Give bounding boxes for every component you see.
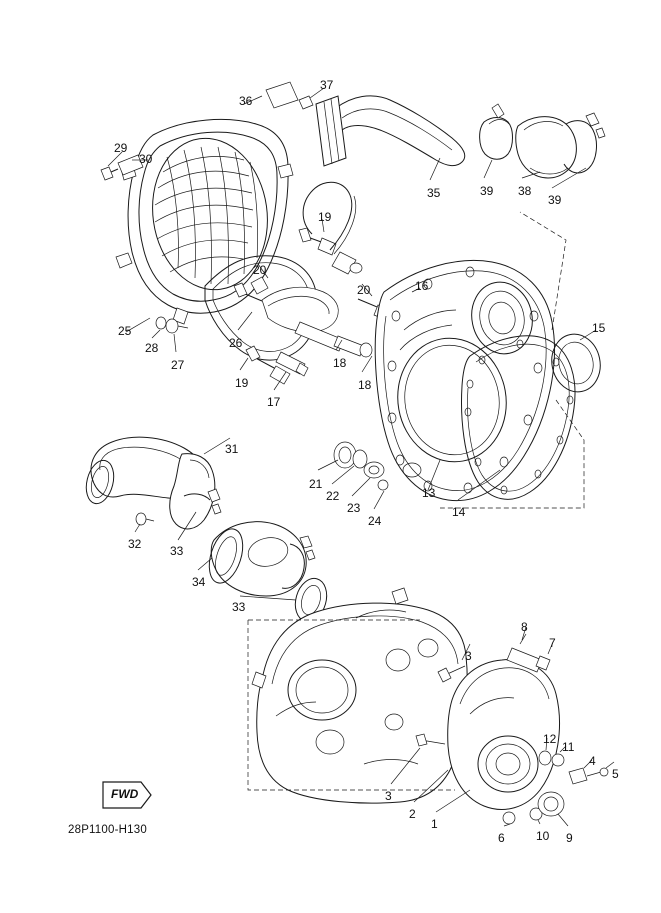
- callout-2: 2: [409, 807, 416, 821]
- callout-25: 25: [118, 324, 132, 338]
- part-34-joint: [203, 522, 331, 626]
- callout-39: 39: [480, 184, 494, 198]
- callout-4: 4: [589, 754, 596, 768]
- callout-11: 11: [562, 740, 575, 754]
- fwd-direction-marker: [99, 778, 155, 812]
- callout-12: 12: [543, 732, 557, 746]
- callout-18: 18: [333, 356, 347, 370]
- callout-29: 29: [114, 141, 128, 155]
- diagram-part-number: 28P1100-H130: [68, 824, 147, 836]
- callout-21: 21: [309, 477, 323, 491]
- callout-8: 8: [521, 620, 528, 634]
- callout-34: 34: [192, 575, 206, 589]
- part-32-bolt: [136, 513, 154, 525]
- callout-6: 6: [498, 831, 505, 845]
- callout-36: 36: [239, 94, 253, 108]
- fwd-label: FWD: [111, 787, 139, 801]
- part-38-39-clamp-group: [480, 104, 605, 178]
- callout-3: 3: [465, 649, 472, 663]
- callout-26: 26: [229, 336, 243, 350]
- callout-31: 31: [225, 442, 239, 456]
- callout-13: 13: [422, 486, 436, 500]
- callout-32: 32: [128, 537, 142, 551]
- callout-7: 7: [549, 636, 556, 650]
- callout-24: 24: [368, 514, 382, 528]
- callout-28: 28: [145, 341, 159, 355]
- callout-16: 16: [415, 279, 429, 293]
- part-19-bolt-upper: [299, 228, 336, 255]
- callout-15: 15: [592, 321, 606, 335]
- callout-35: 35: [427, 186, 441, 200]
- part-35-air-duct: [266, 82, 465, 166]
- callout-39: 39: [548, 193, 562, 207]
- callout-10: 10: [536, 829, 550, 843]
- callout-1: 1: [431, 817, 438, 831]
- callout-20: 20: [253, 263, 267, 277]
- callout-20: 20: [357, 283, 371, 297]
- callout-17: 17: [267, 395, 281, 409]
- callout-5: 5: [612, 767, 619, 781]
- part-13-crankcase-cover: [375, 260, 554, 500]
- callout-27: 27: [171, 358, 185, 372]
- callout-19: 19: [235, 376, 249, 390]
- callout-23: 23: [347, 501, 361, 515]
- callout-14: 14: [452, 505, 466, 519]
- callout-33: 33: [232, 600, 246, 614]
- part-31-intake-duct: [82, 437, 221, 529]
- callout-18: 18: [358, 378, 372, 392]
- callout-3: 3: [385, 789, 392, 803]
- callout-19: 19: [318, 210, 332, 224]
- callout-9: 9: [566, 831, 573, 845]
- callout-30: 30: [139, 152, 153, 166]
- callout-22: 22: [326, 489, 340, 503]
- callout-38: 38: [518, 184, 532, 198]
- callout-37: 37: [320, 78, 334, 92]
- callout-33: 33: [170, 544, 184, 558]
